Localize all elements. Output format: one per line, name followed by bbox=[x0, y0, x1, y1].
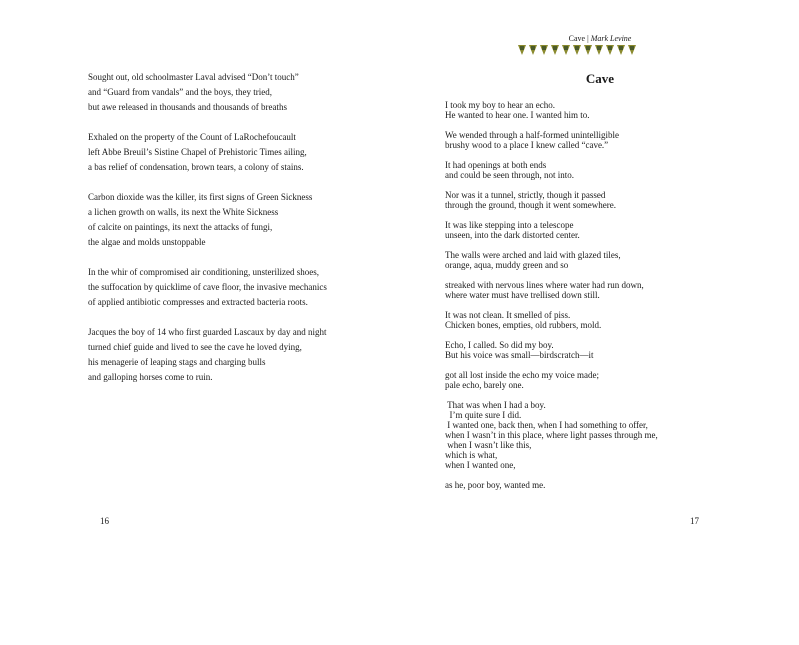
stanza bbox=[88, 70, 368, 115]
poem-line: He wanted to hear one. I wanted him to. bbox=[445, 110, 590, 120]
left-page-number: 16 bbox=[100, 516, 109, 526]
stanza bbox=[445, 280, 745, 300]
running-header bbox=[510, 34, 690, 43]
poem-line: the suffocation by quicklime of cave floor, the invasive mechanics bbox=[88, 282, 327, 292]
poem-line: brushy wood to a place I knew called “cave.” bbox=[445, 140, 609, 150]
stanza bbox=[445, 480, 745, 490]
stanza bbox=[445, 220, 745, 240]
poem-line: when I wasn’t like this, bbox=[445, 440, 532, 450]
poem-line: of applied antibiotic compresses and extracted bacteria roots. bbox=[88, 297, 308, 307]
poem-line: a lichen growth on walls, its next the White Sickness bbox=[88, 207, 279, 217]
poem-line: Exhaled on the property of the Count of LaRochefoucault bbox=[88, 132, 296, 142]
poem-line: which is what, bbox=[445, 450, 498, 460]
poem-line: orange, aqua, muddy green and so bbox=[445, 260, 569, 270]
poem-line: and could be seen through, not into. bbox=[445, 170, 574, 180]
running-header-author: Mark Levine bbox=[590, 34, 632, 43]
poem-line: where water must have trellised down still. bbox=[445, 290, 600, 300]
poem-line: Nor was it a tunnel, strictly, though it passed bbox=[445, 190, 606, 200]
ornament-icon bbox=[584, 45, 592, 55]
stanza bbox=[445, 310, 745, 330]
stanza bbox=[88, 325, 368, 385]
ornament-icon bbox=[606, 45, 614, 55]
poem-line: The walls were arched and laid with glazed tiles, bbox=[445, 250, 621, 260]
ornament-icon bbox=[617, 45, 625, 55]
poem-line: through the ground, though it went somewhere. bbox=[445, 200, 616, 210]
poem-line: In the whir of compromised air conditioning, unsterilized shoes, bbox=[88, 267, 319, 277]
poem-line: Chicken bones, empties, old rubbers, mold. bbox=[445, 320, 602, 330]
stanza bbox=[445, 130, 745, 150]
running-header-separator: | bbox=[587, 34, 589, 43]
stanza bbox=[445, 400, 745, 470]
ornament-icon bbox=[628, 45, 636, 55]
poem-line: Jacques the boy of 14 who first guarded Lascaux by day and night bbox=[88, 327, 327, 337]
poem-line: of calcite on paintings, its next the attacks of fungi, bbox=[88, 222, 273, 232]
ornament-icon bbox=[529, 45, 537, 55]
stanza bbox=[88, 265, 368, 310]
poem-line: but awe released in thousands and thousands of breaths bbox=[88, 102, 287, 112]
poem-line: pale echo, barely one. bbox=[445, 380, 524, 390]
stanza bbox=[88, 190, 368, 250]
poem-line: I took my boy to hear an echo. bbox=[445, 100, 555, 110]
poem-line: his menagerie of leaping stags and charging bulls bbox=[88, 357, 266, 367]
poem-line: Echo, I called. So did my boy. bbox=[445, 340, 554, 350]
poem-line: as he, poor boy, wanted me. bbox=[445, 480, 546, 490]
right-page bbox=[400, 0, 799, 645]
ornament-icon bbox=[551, 45, 559, 55]
running-header-title: Cave bbox=[568, 34, 586, 43]
right-page-text bbox=[445, 100, 745, 500]
poem-line: and “Guard from vandals” and the boys, they tried, bbox=[88, 87, 272, 97]
poem-line: the algae and molds unstoppable bbox=[88, 237, 206, 247]
ornament-icon bbox=[573, 45, 581, 55]
stanza bbox=[445, 160, 745, 180]
stanza bbox=[445, 190, 745, 210]
right-page-number: 17 bbox=[690, 516, 699, 526]
stanza bbox=[445, 340, 745, 360]
poem-title: Cave bbox=[585, 71, 615, 86]
ornament-icon bbox=[518, 45, 526, 55]
poem-line: left Abbe Breuil’s Sistine Chapel of Prehistoric Times ailing, bbox=[88, 147, 307, 157]
poem-line: turned chief guide and lived to see the cave he loved dying, bbox=[88, 342, 302, 352]
poem-line: But his voice was small—birdscratch—it bbox=[445, 350, 594, 360]
poem-line: That was when I had a boy. bbox=[445, 400, 546, 410]
poem-line: unseen, into the dark distorted center. bbox=[445, 230, 580, 240]
poem-line: We wended through a half-formed unintelligible bbox=[445, 130, 619, 140]
poem-line: Sought out, old schoolmaster Laval advised “Don’t touch” bbox=[88, 72, 299, 82]
stanza bbox=[445, 100, 745, 120]
poem-line: got all lost inside the echo my voice made; bbox=[445, 370, 599, 380]
stanza bbox=[445, 370, 745, 390]
stanza bbox=[445, 250, 745, 270]
poem-line: when I wasn’t in this place, where light passes through me, bbox=[445, 430, 658, 440]
poem-line: It had openings at both ends bbox=[445, 160, 547, 170]
poem-line: and galloping horses come to ruin. bbox=[88, 372, 213, 382]
poem-line: I’m quite sure I did. bbox=[445, 410, 522, 420]
left-page-text bbox=[88, 70, 368, 400]
poem-line: a bas relief of condensation, brown tears, a colony of stains. bbox=[88, 162, 304, 172]
ornament-icon bbox=[562, 45, 570, 55]
ornament-row bbox=[518, 45, 636, 57]
ornament-icon bbox=[540, 45, 548, 55]
poem-line: when I wanted one, bbox=[445, 460, 516, 470]
poem-line: It was like stepping into a telescope bbox=[445, 220, 574, 230]
poem-line: streaked with nervous lines where water had run down, bbox=[445, 280, 644, 290]
ornament-icon bbox=[595, 45, 603, 55]
poem-line: I wanted one, back then, when I had something to offer, bbox=[445, 420, 648, 430]
poem-line: Carbon dioxide was the killer, its first signs of Green Sickness bbox=[88, 192, 313, 202]
stanza bbox=[88, 130, 368, 175]
poem-line: It was not clean. It smelled of piss. bbox=[445, 310, 571, 320]
